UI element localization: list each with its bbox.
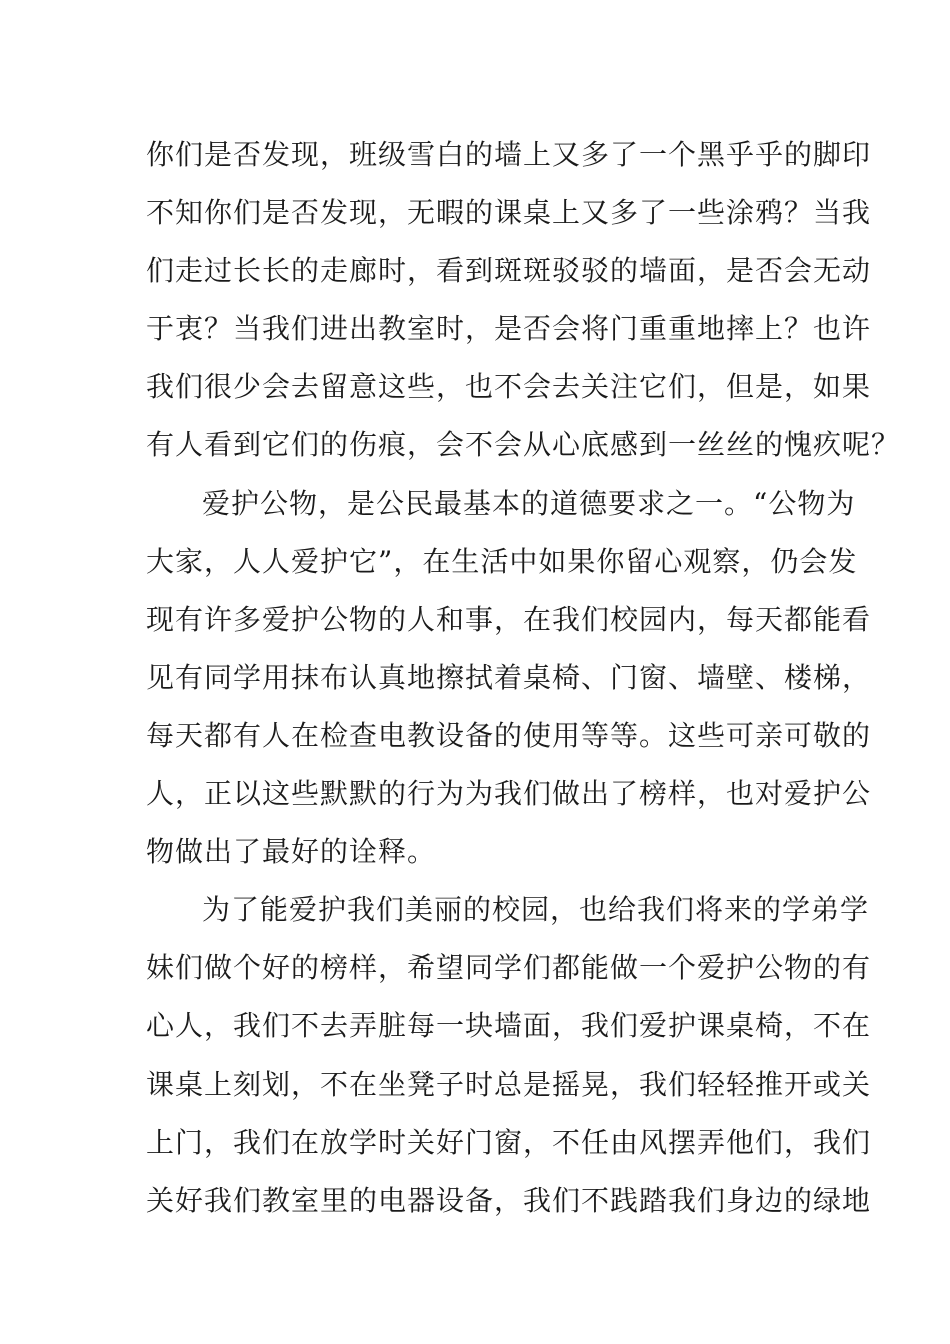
text-line: 关好我们教室里的电器设备，我们不践踏我们身边的绿地 [146, 1183, 872, 1217]
text-line: 有人看到它们的伤痕，会不会从心底感到一丝丝的愧疚呢？ [146, 428, 901, 462]
text-line: 课桌上刻划，不在坐凳子时总是摇晃，我们轻轻推开或关 [146, 1067, 872, 1101]
text-line: 现有许多爱护公物的人和事，在我们校园内，每天都能看 [146, 602, 872, 636]
text-line: 你们是否发现，班级雪白的墙上又多了一个黑乎乎的脚印 [146, 138, 872, 171]
text-line: 于衷？当我们进出教室时，是否会将门重重地摔上？也许 [146, 312, 872, 346]
text-line: 我们很少会去留意这些，也不会去关注它们，但是，如果 [146, 370, 872, 404]
text-line: 上门，我们在放学时关好门窗，不任由风摆弄他们，我们 [146, 1125, 872, 1159]
paragraph-start-line: 为了能爱护我们美丽的校园，也给我们将来的学弟学 [202, 893, 870, 927]
text-line: 每天都有人在检查电教设备的使用等等。这些可亲可敬的 [146, 718, 872, 752]
text-line: 大家，人人爱护它”，在生活中如果你留心观察，仍会发 [146, 544, 858, 578]
text-line: 见有同学用抹布认真地擦拭着桌椅、门窗、墙壁、楼梯， [146, 660, 872, 694]
paragraph-start-line: 爱护公物，是公民最基本的道德要求之一。“公物为 [202, 486, 856, 520]
text-line: 们走过长长的走廊时，看到斑斑驳驳的墙面，是否会无动 [146, 254, 872, 288]
text-line: 不知你们是否发现，无暇的课桌上又多了一些涂鸦？当我 [146, 196, 872, 230]
text-line: 妹们做个好的榜样，希望同学们都能做一个爱护公物的有 [146, 951, 872, 985]
text-line: 物做出了最好的诠释。 [146, 835, 437, 869]
text-line: 人，正以这些默默的行为为我们做出了榜样，也对爱护公 [146, 777, 872, 811]
text-line: 心人，我们不去弄脏每一块墙面，我们爱护课桌椅，不在 [146, 1009, 872, 1043]
body-text [146, 126, 901, 1230]
